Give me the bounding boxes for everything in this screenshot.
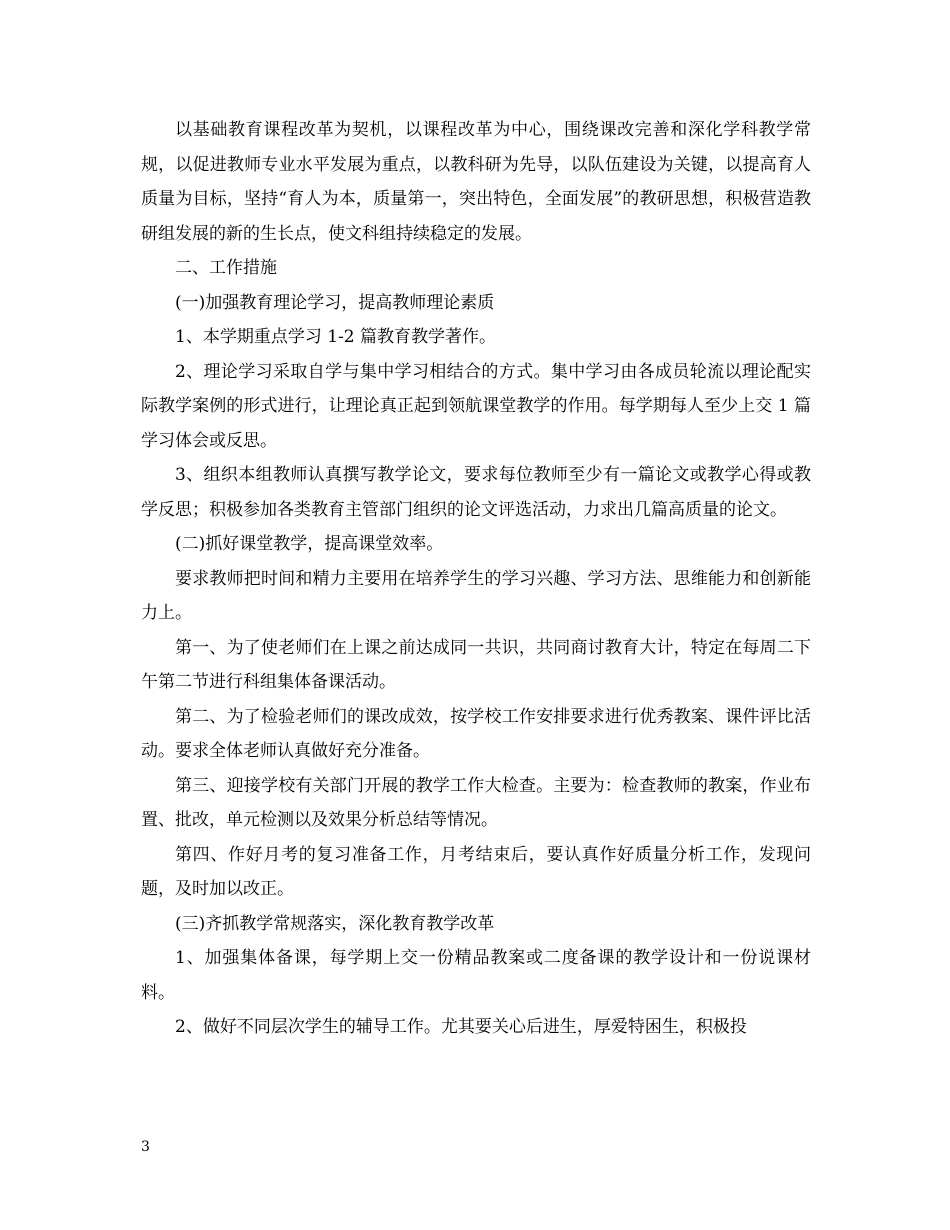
document-body: [141, 113, 811, 1045]
paragraph-item: 第二、为了检验老师们的课改成效，按学校工作安排要求进行优秀教案、课件评比活动。要求全体老师认真做好充分准备。: [141, 706, 811, 761]
section-heading-work-measures: 二、工作措施: [175, 258, 277, 278]
page-number: 3: [141, 1139, 150, 1155]
subsection-heading-classroom-teaching: (二)抓好课堂教学，提高课堂效率。: [175, 534, 444, 554]
paragraph-intro: 以基础教育课程改革为契机，以课程改革为中心，围绕课改完善和深化学科教学常规，以促进教师专业水平发展为重点，以教科研为先导，以队伍建设为关键，以提高育人质量为目标，坚持“育人为本，质量第一，突出特色，全面发展”的教研思想，积极营造教研组发展的新的生长点，使文科组持续稳定的发展。: [141, 120, 811, 244]
paragraph-item: 1、本学期重点学习 1-2 篇教育教学著作。: [175, 327, 496, 347]
paragraph-item: 第一、为了使老师们在上课之前达成同一共识，共同商讨教育大计，特定在每周二下午第二节进行科组集体备课活动。: [141, 637, 811, 692]
paragraph-item: 第三、迎接学校有关部门开展的教学工作大检查。主要为：检查教师的教案，作业布置、批改，单元检测以及效果分析总结等情况。: [141, 775, 811, 830]
subsection-heading-theory-study: (一)加强教育理论学习，提高教师理论素质: [175, 292, 495, 313]
paragraph-item: 1、加强集体备课，每学期上交一份精品教案或二度备课的教学设计和一份说课材料。: [141, 948, 811, 1003]
paragraph-item: 要求教师把时间和精力主要用在培养学生的学习兴趣、学习方法、思维能力和创新能力上。: [141, 568, 811, 623]
paragraph-item: 3、组织本组教师认真撰写教学论文，要求每位教师至少有一篇论文或教学心得或教学反思；积极参加各类教育主管部门组织的论文评选活动，力求出几篇高质量的论文。: [141, 465, 811, 520]
paragraph-item: 2、理论学习采取自学与集中学习相结合的方式。集中学习由各成员轮流以理论配实际教学案例的形式进行，让理论真正起到领航课堂教学的作用。每学期每人至少上交 1 篇学习体会或反思。: [141, 361, 811, 451]
paragraph-item: 第四、作好月考的复习准备工作，月考结束后，要认真作好质量分析工作，发现问题，及时加以改正。: [141, 844, 811, 899]
subsection-heading-teaching-routine: (三)齐抓教学常规落实，深化教育教学改革: [175, 913, 495, 934]
paragraph-item: 2、做好不同层次学生的辅导工作。尤其要关心后进生，厚爱特困生，积极投: [175, 1017, 747, 1037]
